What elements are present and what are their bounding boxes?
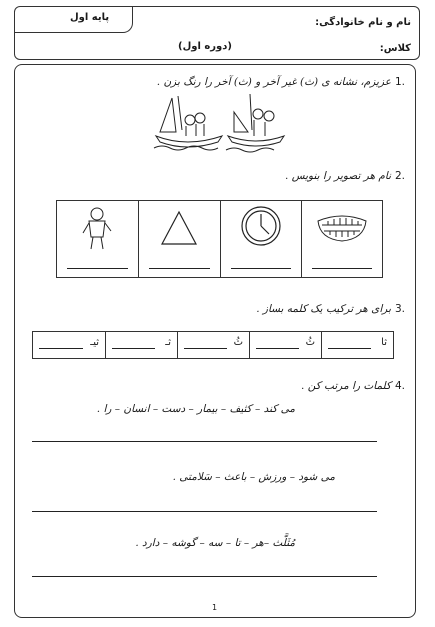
scrambled-sentence-2: می شود – ورزش – باعث – سَلامتی .: [172, 471, 335, 483]
picture-cell-triangle: [138, 201, 219, 277]
page-number: 1: [212, 603, 218, 612]
teeth-icon: [316, 213, 368, 243]
triangle-icon: [159, 209, 199, 247]
q3-text: برای هر ترکیب یک کلمه بساز .: [256, 303, 391, 315]
answer-line-3[interactable]: [32, 576, 377, 577]
answer-line-triangle[interactable]: [149, 268, 209, 269]
answer-line-boy[interactable]: [67, 268, 128, 269]
syllable-cell[interactable]: ثا: [321, 332, 393, 358]
q1-text: عزیزم، نشانه ی (ث) غیر آخر و (ث) آخر را رنگ بزن .: [156, 76, 391, 88]
picture-grid: [56, 200, 383, 278]
syllable-grid: [32, 331, 394, 359]
syllable-cell[interactable]: ثُ: [177, 332, 249, 358]
syllable-cell[interactable]: ثـ: [105, 332, 177, 358]
q2-text: نام هر تصویر را بنویس .: [285, 170, 391, 182]
picture-cell-boy: [57, 201, 138, 277]
q4-text: کلمات را مرتب کن .: [301, 380, 391, 392]
q4-number: 4.: [394, 380, 405, 392]
picture-cell-teeth: [301, 201, 382, 277]
period-label: (دوره اول): [178, 41, 232, 52]
answer-line-teeth[interactable]: [312, 268, 372, 269]
answer-line-2[interactable]: [32, 511, 377, 512]
picture-cell-clock: [220, 201, 301, 277]
answer-line-clock[interactable]: [231, 268, 291, 269]
q2-number: 2.: [394, 170, 405, 182]
grade-label: پایه اول: [70, 12, 110, 23]
answer-line-1[interactable]: [32, 441, 377, 442]
scrambled-sentence-3: مُثَلَّث –هر – تا – سه – گوشه – دارد .: [135, 537, 295, 549]
boy-icon: [79, 205, 115, 253]
name-label: نام و نام خانوادگی:: [315, 17, 411, 28]
scrambled-sentence-1: می کند – کثیف – بیمار – دست – انسان – را .: [96, 403, 295, 415]
q3-number: 3.: [394, 303, 405, 315]
q1-number: 1.: [394, 76, 405, 88]
clock-icon: [239, 204, 283, 248]
boats-illustration: [152, 92, 288, 158]
syllable-cell[interactable]: ثُ: [249, 332, 321, 358]
class-label: کلاس:: [379, 43, 411, 54]
syllable-cell[interactable]: ثیـ: [33, 332, 105, 358]
